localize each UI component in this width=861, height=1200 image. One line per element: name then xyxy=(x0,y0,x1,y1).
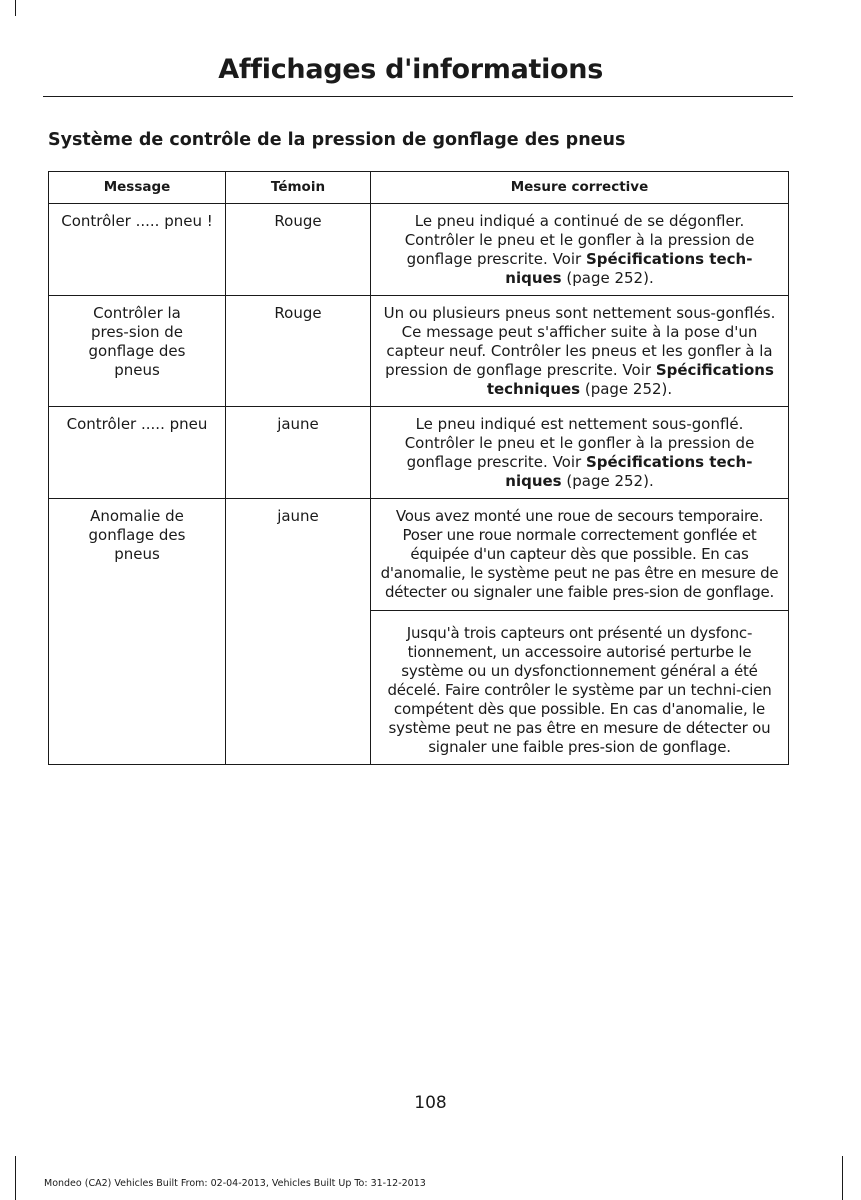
mesure-cell xyxy=(371,296,789,407)
table-header-row xyxy=(49,172,789,204)
footer-text: Mondeo (CA2) Vehicles Built From: 02-04-2013, Vehicles Built Up To: 31-12-2013 xyxy=(44,1178,426,1189)
page-reference: (page 252). xyxy=(580,380,673,398)
mesure-cell: Jusqu'à trois capteurs ont présenté un dysfonc-tionnement, un accessoire autorisé perturbe le système ou un dysfonctionnement général a été décelé. Faire contrôler le système par un techni-cien compétent dès que possible. En cas d'anomalie, le système peut ne pas être en mesure de détecter ou signaler une faible pres-sion de gonflage. xyxy=(371,611,789,765)
spec-reference-link[interactable]: Spécifications tech-niques xyxy=(505,250,753,287)
message-cell xyxy=(49,499,226,765)
table-row xyxy=(49,296,789,407)
column-header-message: Message xyxy=(49,172,226,204)
column-header-temoin: Témoin xyxy=(226,172,371,204)
page-reference: (page 252). xyxy=(561,269,654,287)
mesure-cell xyxy=(371,204,789,296)
crop-mark-top-left xyxy=(15,0,16,16)
mesure-text: Un ou plusieurs pneus sont nettement sous-gonflés. Ce message peut s'afficher suite à la pose d'un capteur neuf. Contrôler les pneus et les gonfler à la pression de gonflage prescrite. Voir xyxy=(383,304,776,379)
message-cell xyxy=(49,204,226,296)
page-reference: (page 252). xyxy=(561,472,654,490)
table-row xyxy=(49,499,789,611)
mesure-text: Le pneu indiqué est nettement sous-gonflé. Contrôler le pneu et le gonfler à la pression de gonflage prescrite. Voir xyxy=(404,415,755,471)
page-title: Affichages d'informations xyxy=(218,54,603,85)
temoin-cell: jaune xyxy=(226,499,371,765)
title-divider xyxy=(43,96,793,97)
message-text: Anomalie de gonflage des pneus xyxy=(88,507,186,563)
section-heading: Système de contrôle de la pression de gonflage des pneus xyxy=(48,130,626,150)
temoin-cell: Rouge xyxy=(226,296,371,407)
page-number: 108 xyxy=(414,1093,447,1113)
message-text: Contrôler la pres-sion de gonflage des pneus xyxy=(88,304,186,379)
table-row xyxy=(49,407,789,499)
temoin-cell: Rouge xyxy=(226,204,371,296)
crop-mark-bottom-left xyxy=(15,1156,16,1200)
mesure-cell xyxy=(371,407,789,499)
warning-messages-table xyxy=(48,171,789,765)
mesure-cell: Vous avez monté une roue de secours temporaire. Poser une roue normale correctement gonflée et équipée d'un capteur dès que possible. En cas d'anomalie, le système peut ne pas être en mesure de détecter ou signaler une faible pres-sion de gonflage. xyxy=(371,499,789,611)
table-row xyxy=(49,204,789,296)
mesure-text: Le pneu indiqué a continué de se dégonfler. Contrôler le pneu et le gonfler à la pression de gonflage prescrite. Voir xyxy=(404,212,755,268)
message-cell: Contrôler ..... pneu xyxy=(49,407,226,499)
message-text: Contrôler ..... pneu ! xyxy=(61,212,213,230)
spec-reference-link[interactable]: Spécifications tech-niques xyxy=(505,453,753,490)
column-header-mesure: Mesure corrective xyxy=(371,172,789,204)
temoin-cell: jaune xyxy=(226,407,371,499)
message-cell xyxy=(49,296,226,407)
spec-reference-link[interactable]: Spécifications techniques xyxy=(486,361,774,398)
crop-mark-bottom-right xyxy=(842,1156,843,1200)
